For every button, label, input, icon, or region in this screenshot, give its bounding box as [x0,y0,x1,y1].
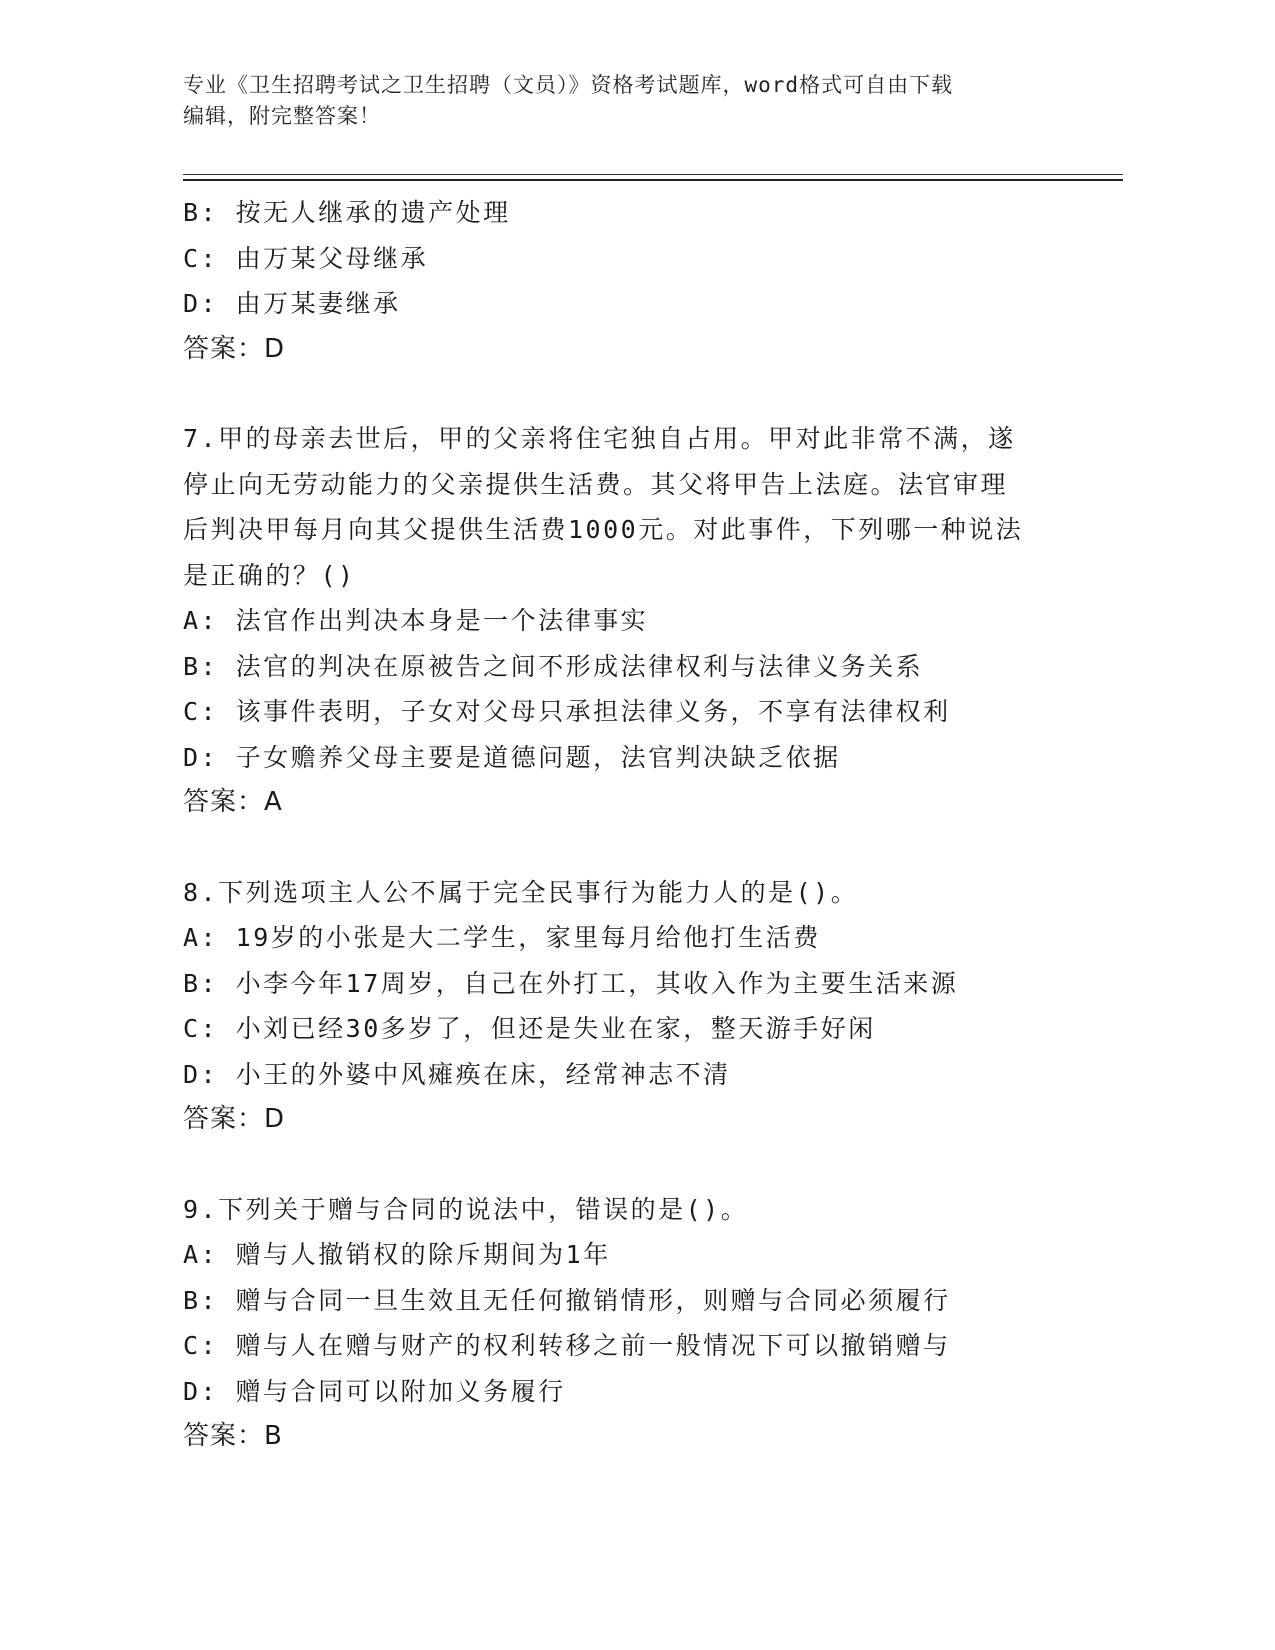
option-c: C: 赠与人在赠与财产的权利转移之前一般情况下可以撤销赠与 [183,1331,951,1360]
answer: 答案：D [183,333,286,364]
question-stem: 8.下列选项主人公不属于完全民事行为能力人的是()。 [183,877,859,907]
question-stem: 9.下列关于赠与合同的说法中，错误的是()。 [183,1194,749,1224]
option-d: D: 由万某妻继承 [183,289,401,318]
question-9 [183,1187,1103,1460]
header-line-2: 编辑，附完整答案！ [183,104,381,128]
question-list [183,190,1103,1460]
option-d: D: 小王的外婆中风瘫痪在床，经常神志不清 [183,1059,731,1089]
option-b: B: 小李今年17周岁，自己在外打工，其收入作为主要生活来源 [183,968,959,998]
answer: 答案：B [183,1421,283,1451]
answer: 答案：D [183,1104,286,1134]
spacer [183,826,1103,870]
option-b: B: 按无人继承的遗产处理 [183,198,511,227]
question-stem-line: 停止向无劳动能力的父亲提供生活费。其父将甲告上法庭。法官审理 [183,469,1009,499]
option-d: D: 子女赡养父母主要是道德问题，法官判决缺乏依据 [183,742,841,772]
option-a: A: 19岁的小张是大二学生，家里每月给他打生活费 [183,923,821,952]
question-stem-line: 7.甲的母亲去世后，甲的父亲将住宅独自占用。甲对此非常不满，遂 [183,424,1016,453]
spacer [183,372,1103,416]
option-c: C: 该事件表明，子女对父母只承担法律义务，不享有法律权利 [183,697,951,726]
header-divider-thin [183,174,1123,175]
option-d: D: 赠与合同可以附加义务履行 [183,1376,566,1406]
header-line-1: 专业《卫生招聘考试之卫生招聘（文员）》资格考试题库，word格式可自由下载 [183,73,954,97]
option-b: B: 法官的判决在原被告之间不形成法律权利与法律义务关系 [183,651,924,681]
question-stem-line: 后判决甲每月向其父提供生活费1000元。对此事件，下列哪一种说法 [183,515,1024,544]
spacer [183,1143,1103,1187]
header-divider-thick [183,179,1123,181]
document-header [183,70,1083,132]
question-7 [183,416,1103,826]
question-8 [183,870,1103,1143]
answer: 答案：A [183,787,283,817]
option-b: B: 赠与合同一旦生效且无任何撤销情形，则赠与合同必须履行 [183,1285,951,1315]
option-a: A: 法官作出判决本身是一个法律事实 [183,606,649,635]
question-stem-line: 是正确的？() [183,560,356,590]
option-c: C: 由万某父母继承 [183,243,429,273]
question-6 [183,190,1103,372]
option-c: C: 小刘已经30多岁了，但还是失业在家，整天游手好闲 [183,1014,876,1043]
option-a: A: 赠与人撤销权的除斥期间为1年 [183,1240,611,1269]
